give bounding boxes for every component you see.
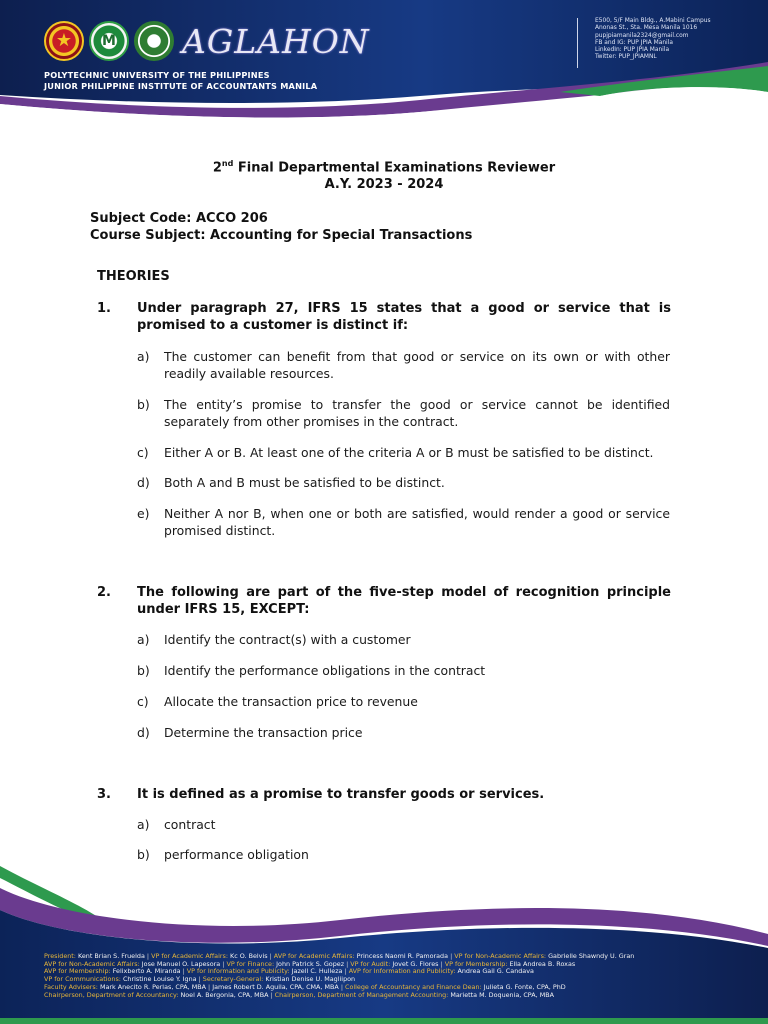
- option-text: Allocate the transaction price to revenue: [164, 694, 418, 709]
- separator: |: [196, 975, 203, 984]
- officer-name: Jovet G. Flores: [392, 959, 439, 968]
- officers-line-6: [44, 992, 744, 1000]
- separator: |: [180, 967, 187, 976]
- option-text: Either A or B. At least one of the criteria A or B must be satisfied to be distinct.: [164, 445, 654, 460]
- officer-role: AVP for Information and Publicity:: [348, 967, 458, 976]
- option-text: Both A and B must be satisfied to be distinct.: [164, 475, 445, 490]
- officer-name: Kc O. Belvis: [230, 952, 268, 960]
- option-3a: [137, 816, 670, 833]
- course-subject: Course Subject: Accounting for Special Transactions: [90, 228, 473, 243]
- contact-address-1: E500, 5/F Main Bldg., A.Mabini Campus: [595, 18, 711, 24]
- option-letter: a): [137, 632, 150, 647]
- separator: |: [438, 959, 445, 968]
- question-text: It is defined as a promise to transfer goods or services.: [137, 787, 545, 802]
- officer-name: Christine Louise Y. Igna: [122, 975, 197, 984]
- option-letter: b): [137, 663, 150, 678]
- organization-name: [44, 70, 317, 92]
- contact-linkedin: LinkedIn: PUP JPIA Manila: [595, 47, 670, 54]
- option-text: performance obligation: [164, 847, 309, 862]
- officer-name: Ella Andrea B. Roxas: [509, 959, 576, 968]
- officer-role: VP for Communications:: [44, 975, 123, 984]
- option-1a: [137, 348, 670, 382]
- officer-role: AVP for Membership:: [44, 967, 113, 976]
- option-text: Identify the contract(s) with a customer: [164, 632, 411, 647]
- separator: |: [220, 959, 227, 968]
- officer-name: James Robert D. Aguila, CPA, CMA, MBA: [212, 982, 339, 991]
- option-letter: b): [137, 847, 150, 862]
- pup-seal-logo: [44, 21, 84, 61]
- contact-twitter: Twitter: PUP_JPIAMNL: [595, 54, 657, 61]
- separator: |: [268, 990, 275, 999]
- footer-banner: [0, 858, 768, 1024]
- option-letter: e): [137, 506, 150, 521]
- option-2b: [137, 662, 670, 679]
- officer-name: Noel A. Bergonia, CPA, MBA: [180, 990, 269, 999]
- officer-role: VP for Membership:: [444, 959, 510, 968]
- officer-role: Chairperson, Department of Management Accounting:: [274, 990, 451, 999]
- option-text: The customer can benefit from that good or service on its own or with other readily available resources.: [164, 349, 670, 381]
- officer-name: Marietta M. Doquenia, CPA, MBA: [450, 990, 554, 999]
- officer-name: Jazell C. Hulleza: [291, 967, 343, 976]
- option-letter: a): [137, 817, 150, 832]
- option-1b: [137, 396, 670, 430]
- separator: |: [267, 952, 274, 960]
- contact-address-2: Anonas St., Sta. Mesa Manila 1016: [595, 25, 698, 32]
- option-text: The entity’s promise to transfer the good or service cannot be identified separately from other promises in the contract.: [164, 397, 670, 429]
- contact-facebook: FB and IG: PUP JPIA Manila: [595, 39, 673, 46]
- separator: |: [206, 982, 213, 991]
- letterhead: [0, 0, 768, 140]
- question-number: 2.: [97, 585, 111, 600]
- officer-name: Gabrielle Shawndy U. Gran: [548, 952, 635, 960]
- officers-list: [44, 953, 744, 999]
- brand-logo-text: AGLAHON: [182, 21, 370, 61]
- officer-role: VP for Information and Publicity:: [186, 967, 292, 976]
- officer-name: Kent Brian S. Fruelda: [78, 952, 145, 960]
- option-1d: [137, 474, 670, 491]
- option-1c: [137, 444, 670, 461]
- option-text: Identify the performance obligations in the contract: [164, 663, 486, 678]
- question-text: The following are part of the five-step model of recognition principle under IFRS 15, EXCEPT:: [137, 585, 671, 617]
- title-ordinal: 2: [212, 160, 222, 176]
- question-1: [97, 300, 671, 334]
- officer-role: Chairperson, Department of Accountancy:: [44, 990, 181, 999]
- officer-name: Julieta G. Fonte, CPA, PhD: [483, 982, 566, 991]
- document-title: [0, 159, 768, 175]
- officer-name: Mark Anecito R. Perlas, CPA, MBA: [99, 982, 206, 991]
- officer-name: Felixberto A. Miranda: [112, 967, 181, 976]
- subject-code: Subject Code: ACCO 206: [90, 211, 268, 226]
- officer-name: Princess Naomi R. Pamorada: [356, 952, 449, 960]
- separator: |: [342, 967, 349, 976]
- officer-name: John Patrick S. Gopez: [276, 959, 345, 968]
- separator: |: [344, 959, 351, 968]
- college-seal-logo: [134, 21, 174, 61]
- option-letter: d): [137, 725, 150, 740]
- officer-role: President:: [44, 952, 78, 960]
- officer-role: Faculty Advisers:: [44, 982, 100, 991]
- officer-role: AVP for Academic Affairs:: [273, 952, 357, 960]
- question-3: [97, 786, 671, 803]
- option-1e: [137, 505, 670, 539]
- jpia-seal-logo: [89, 21, 129, 61]
- officer-role: AVP for Non-Academic Affairs:: [44, 959, 142, 968]
- option-2a: [137, 631, 670, 648]
- question-2: [97, 584, 671, 618]
- officer-role: VP for Finance:: [226, 959, 277, 968]
- officer-role: VP for Audit:: [350, 959, 393, 968]
- section-heading: THEORIES: [97, 269, 170, 284]
- option-text: Determine the transaction price: [164, 725, 363, 740]
- academic-year: A.Y. 2023 - 2024: [324, 177, 444, 192]
- option-letter: d): [137, 475, 150, 490]
- title-text: Final Departmental Examinations Reviewer: [233, 160, 556, 176]
- option-text: contract: [164, 817, 216, 832]
- org-line-university: POLYTECHNIC UNIVERSITY OF THE PHILIPPINES: [44, 70, 270, 80]
- logo-row: [44, 21, 370, 61]
- option-letter: a): [137, 349, 150, 364]
- separator: |: [144, 952, 152, 960]
- header-divider: [577, 18, 578, 68]
- option-2c: [137, 693, 670, 710]
- contact-info: [595, 18, 711, 62]
- officer-role: College of Accountancy and Finance Dean:: [345, 982, 484, 991]
- question-text: Under paragraph 27, IFRS 15 states that a good or service that is promised to a customer is distinct if:: [137, 301, 671, 333]
- option-letter: c): [137, 445, 149, 460]
- contact-email: pupjpiamanila2324@gmail.com: [595, 32, 689, 39]
- org-line-chapter: JUNIOR PHILIPPINE INSTITUTE OF ACCOUNTANTS MANILA: [44, 81, 318, 91]
- officer-role: Secretary-General:: [202, 975, 266, 984]
- officer-role: VP for Academic Affairs:: [151, 952, 230, 960]
- question-number: 1.: [97, 301, 111, 316]
- separator: |: [338, 982, 345, 991]
- officer-name: Kristian Denise U. Magliipon: [265, 975, 356, 984]
- question-number: 3.: [97, 787, 111, 802]
- officer-name: Jose Manuel O. Lapesora: [141, 959, 221, 968]
- option-letter: c): [137, 694, 149, 709]
- separator: |: [448, 952, 455, 960]
- title-ordinal-suffix: nd: [221, 159, 234, 168]
- officer-role: VP for Non-Academic Affairs:: [454, 952, 549, 960]
- option-text: Neither A nor B, when one or both are satisfied, would render a good or service promised distinct.: [164, 506, 670, 538]
- officer-name: Andrea Gail G. Candava: [457, 967, 534, 976]
- option-letter: b): [137, 397, 150, 412]
- option-2d: [137, 724, 670, 741]
